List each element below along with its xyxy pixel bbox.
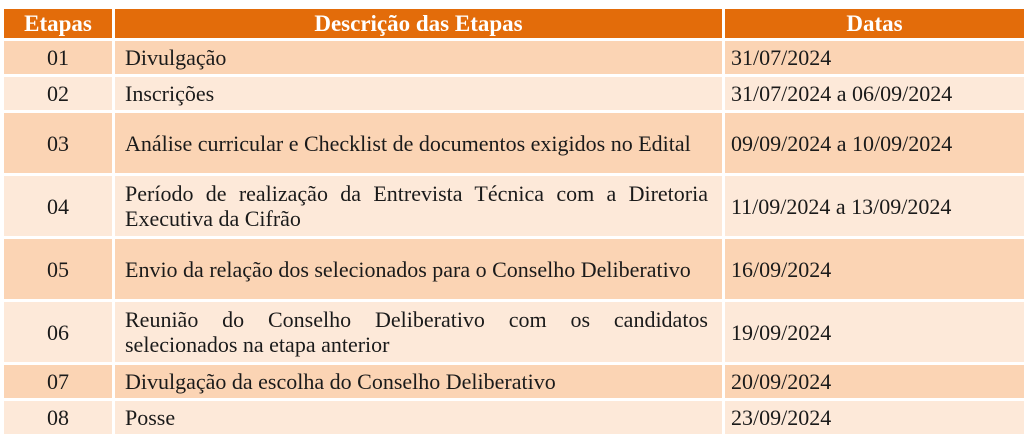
- table-row: [4, 41, 1024, 74]
- stage-date: 20/09/2024: [725, 365, 1024, 398]
- table-row: [4, 401, 1024, 434]
- stage-date: 23/09/2024: [725, 401, 1024, 434]
- stage-description: Envio da relação dos selecionados para o Conselho Deliberativo: [115, 239, 722, 299]
- schedule-table: [1, 6, 1024, 437]
- stage-number: 03: [4, 113, 112, 173]
- stage-date: 11/09/2024 a 13/09/2024: [725, 176, 1024, 236]
- stage-date: 31/07/2024 a 06/09/2024: [725, 77, 1024, 110]
- table-row: [4, 365, 1024, 398]
- header-stage: Etapas: [4, 9, 112, 38]
- table-row: [4, 302, 1024, 362]
- stage-number: 01: [4, 41, 112, 74]
- table-body: [4, 41, 1024, 434]
- stage-date: 31/07/2024: [725, 41, 1024, 74]
- stage-description: Divulgação: [115, 41, 722, 74]
- table-header: [4, 9, 1024, 38]
- stage-date: 19/09/2024: [725, 302, 1024, 362]
- stage-number: 05: [4, 239, 112, 299]
- stage-number: 06: [4, 302, 112, 362]
- table-row: [4, 113, 1024, 173]
- header-row: [4, 9, 1024, 38]
- stage-description: Período de realização da Entrevista Técnica com a Diretoria Executiva da Cifrão: [115, 176, 722, 236]
- stage-number: 08: [4, 401, 112, 434]
- stage-date: 09/09/2024 a 10/09/2024: [725, 113, 1024, 173]
- stage-description: Análise curricular e Checklist de documentos exigidos no Edital: [115, 113, 722, 173]
- table-row: [4, 239, 1024, 299]
- stage-description: Reunião do Conselho Deliberativo com os candidatos selecionados na etapa anterior: [115, 302, 722, 362]
- stage-date: 16/09/2024: [725, 239, 1024, 299]
- header-description: Descrição das Etapas: [115, 9, 722, 38]
- stage-number: 02: [4, 77, 112, 110]
- header-dates: Datas: [725, 9, 1024, 38]
- stage-description: Posse: [115, 401, 722, 434]
- table-row: [4, 176, 1024, 236]
- stage-number: 04: [4, 176, 112, 236]
- stage-description: Divulgação da escolha do Conselho Deliberativo: [115, 365, 722, 398]
- stage-number: 07: [4, 365, 112, 398]
- stage-description: Inscrições: [115, 77, 722, 110]
- table-row: [4, 77, 1024, 110]
